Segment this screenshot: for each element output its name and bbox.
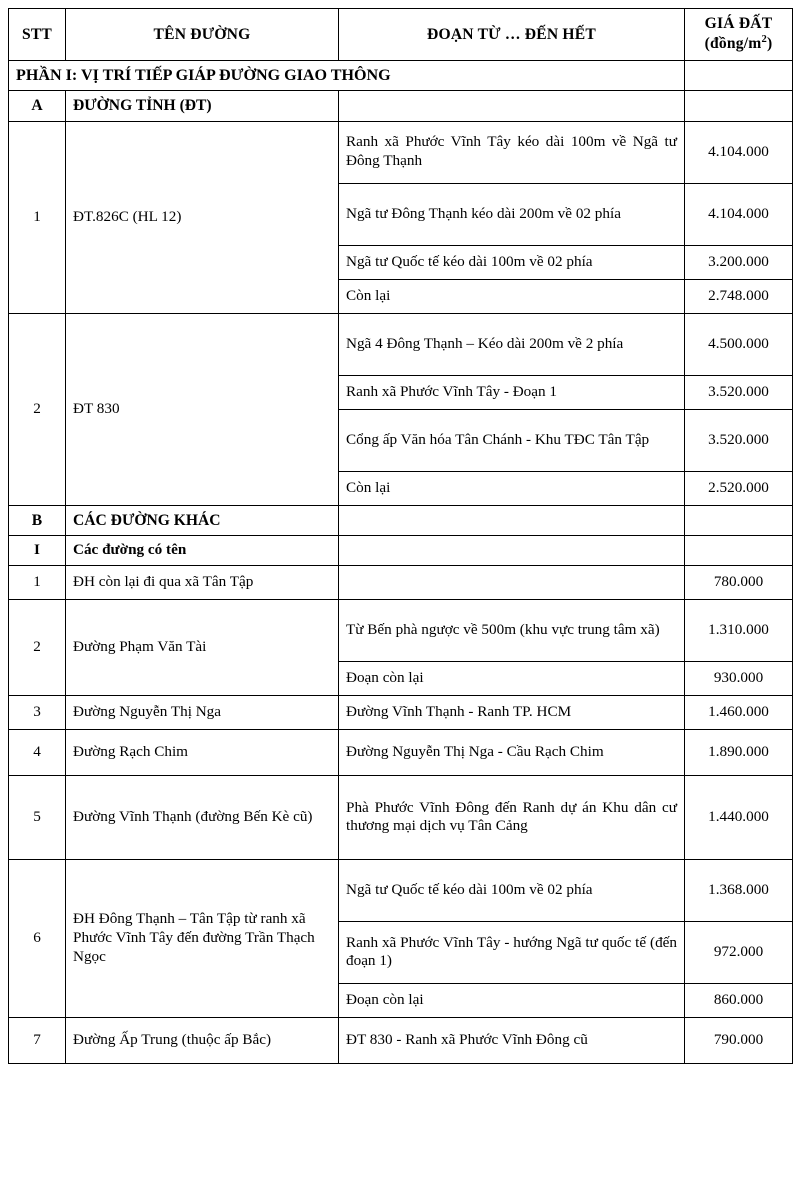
table-row: [9, 121, 793, 183]
group-a-segment-empty: [339, 91, 685, 121]
row-stt: 5: [9, 775, 66, 859]
section-title-text: PHẦN I: VỊ TRÍ TIẾP GIÁP ĐƯỜNG GIAO THÔNG: [9, 60, 685, 91]
land-price-unit-prefix: (đồng/m: [704, 35, 762, 53]
row-segment: Ngã 4 Đông Thạnh – Kéo dài 200m về 2 phía: [339, 313, 685, 375]
group-a-price-empty: [685, 91, 793, 121]
column-header-segment: ĐOẠN TỪ … ĐẾN HẾT: [339, 9, 685, 61]
row-stt: 2: [9, 313, 66, 505]
row-segment: Ngã tư Quốc tế kéo dài 100m về 02 phía: [339, 859, 685, 921]
row-road-name: ĐH Đông Thạnh – Tân Tập từ ranh xã Phước Vĩnh Tây đến đường Trần Thạch Ngọc: [66, 859, 339, 1017]
table-row: [9, 599, 793, 661]
land-price-label-line1: GIÁ ĐẤT: [704, 15, 773, 32]
group-label-i: Các đường có tên: [66, 536, 339, 566]
table-header-row: [9, 9, 793, 61]
group-label-b: CÁC ĐƯỜNG KHÁC: [66, 505, 339, 535]
row-road-name: ĐT 830: [66, 313, 339, 505]
row-segment: Ranh xã Phước Vĩnh Tây - Đoạn 1: [339, 375, 685, 409]
row-price: 2.748.000: [685, 279, 793, 313]
column-header-road-name: TÊN ĐƯỜNG: [66, 9, 339, 61]
row-segment: Phà Phước Vĩnh Đông đến Ranh dự án Khu dân cư thương mại dịch vụ Tân Cảng: [339, 775, 685, 859]
group-i-segment-empty: [339, 536, 685, 566]
row-road-name: Đường Phạm Văn Tài: [66, 599, 339, 695]
row-road-name: Đường Ấp Trung (thuộc ấp Bắc): [66, 1017, 339, 1063]
row-segment: Ranh xã Phước Vĩnh Tây kéo dài 100m về Ngã tư Đông Thạnh: [339, 121, 685, 183]
row-price: 4.104.000: [685, 121, 793, 183]
row-price: 1.440.000: [685, 775, 793, 859]
group-row-a: [9, 91, 793, 121]
row-road-name: ĐT.826C (HL 12): [66, 121, 339, 313]
row-stt: 4: [9, 729, 66, 775]
row-stt: 3: [9, 695, 66, 729]
land-price-unit-suffix: ): [766, 35, 773, 53]
table-row: [9, 695, 793, 729]
land-price-table: [8, 8, 793, 1064]
row-segment: Đoạn còn lại: [339, 661, 685, 695]
row-price: 860.000: [685, 983, 793, 1017]
group-b-price-empty: [685, 505, 793, 535]
row-price: 1.310.000: [685, 599, 793, 661]
column-header-land-price: [685, 9, 793, 61]
row-segment: Ngã tư Đông Thạnh kéo dài 200m về 02 phía: [339, 183, 685, 245]
row-price: 3.520.000: [685, 409, 793, 471]
row-segment: Từ Bến phà ngược về 500m (khu vực trung tâm xã): [339, 599, 685, 661]
group-i-price-empty: [685, 536, 793, 566]
group-label-a: ĐƯỜNG TỈNH (ĐT): [66, 91, 339, 121]
row-segment: Ranh xã Phước Vĩnh Tây - hướng Ngã tư quốc tế (đến đoạn 1): [339, 921, 685, 983]
row-segment: Đoạn còn lại: [339, 983, 685, 1017]
row-segment: ĐT 830 - Ranh xã Phước Vĩnh Đông cũ: [339, 1017, 685, 1063]
row-segment: Cổng ấp Văn hóa Tân Chánh - Khu TĐC Tân Tập: [339, 409, 685, 471]
row-road-name: Đường Rạch Chim: [66, 729, 339, 775]
table-row: [9, 775, 793, 859]
row-stt: 1: [9, 121, 66, 313]
section-title-price-empty: [685, 60, 793, 91]
group-code-i: I: [9, 536, 66, 566]
row-price: 790.000: [685, 1017, 793, 1063]
row-road-name: Đường Nguyễn Thị Nga: [66, 695, 339, 729]
group-row-b: [9, 505, 793, 535]
row-segment: Còn lại: [339, 471, 685, 505]
row-price: 1.890.000: [685, 729, 793, 775]
row-segment: Ngã tư Quốc tế kéo dài 100m về 02 phía: [339, 245, 685, 279]
row-price: 1.460.000: [685, 695, 793, 729]
group-row-i: [9, 536, 793, 566]
row-stt: 1: [9, 565, 66, 599]
row-price: 780.000: [685, 565, 793, 599]
row-stt: 7: [9, 1017, 66, 1063]
group-b-segment-empty: [339, 505, 685, 535]
table-row: [9, 1017, 793, 1063]
row-price: 930.000: [685, 661, 793, 695]
table-row: [9, 565, 793, 599]
row-price: 4.500.000: [685, 313, 793, 375]
group-code-a: A: [9, 91, 66, 121]
row-segment: Đường Vĩnh Thạnh - Ranh TP. HCM: [339, 695, 685, 729]
table-row: [9, 859, 793, 921]
row-road-name: ĐH còn lại đi qua xã Tân Tập: [66, 565, 339, 599]
table-row: [9, 729, 793, 775]
row-road-name: Đường Vĩnh Thạnh (đường Bến Kè cũ): [66, 775, 339, 859]
row-price: 4.104.000: [685, 183, 793, 245]
section-title-row: [9, 60, 793, 91]
row-stt: 6: [9, 859, 66, 1017]
table-row: [9, 313, 793, 375]
row-segment: [339, 565, 685, 599]
land-price-unit-exponent: 2: [761, 34, 767, 46]
row-segment: Đường Nguyễn Thị Nga - Cầu Rạch Chim: [339, 729, 685, 775]
group-code-b: B: [9, 505, 66, 535]
row-price: 1.368.000: [685, 859, 793, 921]
row-price: 972.000: [685, 921, 793, 983]
row-price: 3.200.000: [685, 245, 793, 279]
row-segment: Còn lại: [339, 279, 685, 313]
row-price: 3.520.000: [685, 375, 793, 409]
column-header-stt: STT: [9, 9, 66, 61]
row-stt: 2: [9, 599, 66, 695]
row-price: 2.520.000: [685, 471, 793, 505]
